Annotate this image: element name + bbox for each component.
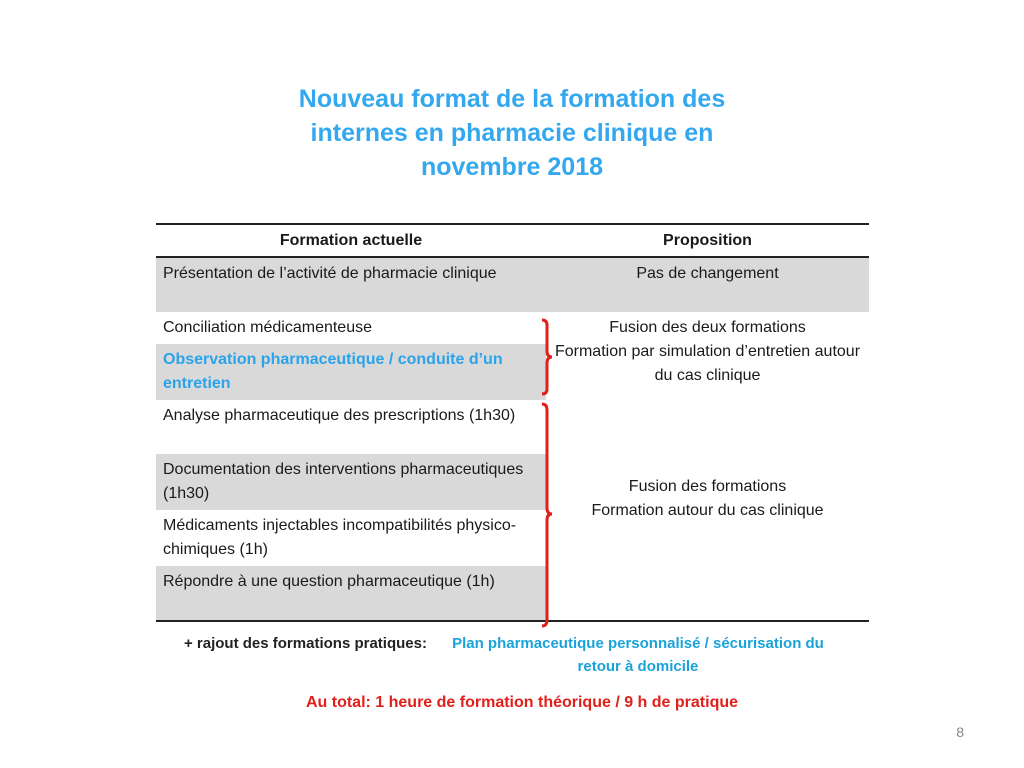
bracket-icon (539, 402, 559, 630)
table-body (156, 312, 869, 620)
table-header (156, 225, 869, 258)
table-row (156, 454, 546, 510)
note-label: + rajout des formations pratiques: (184, 635, 427, 652)
table-row (156, 312, 546, 344)
header-current-training: Formation actuelle (279, 231, 423, 249)
row-proposal: Pas de changement (636, 265, 779, 282)
table-row (156, 258, 869, 312)
row-current: Médicaments injectables incompatibilités physico-chimiques (1h) (163, 517, 517, 558)
bracket-icon (539, 318, 559, 398)
row-current: Présentation de l’activité de pharmacie clinique (163, 265, 497, 282)
row-current: Répondre à une question pharmaceutique (1h) (163, 573, 495, 590)
proposal-line: Fusion des deux formations (609, 319, 806, 336)
comparison-table (156, 223, 869, 622)
page-number: 8 (956, 724, 964, 740)
proposal-group-1 (546, 316, 869, 388)
row-current: Documentation des interventions pharmaceutiques (1h30) (163, 461, 524, 502)
header-proposal: Proposition (663, 231, 752, 249)
table-row (156, 400, 546, 454)
total-summary: Au total: 1 heure de formation théorique / 9 h de pratique (305, 694, 739, 711)
row-current: Analyse pharmaceutique des prescriptions (1h30) (163, 407, 516, 424)
table-row (156, 566, 546, 620)
proposal-line: Formation autour du cas clinique (591, 502, 824, 519)
practical-training-note (160, 632, 880, 678)
table-row (156, 344, 546, 400)
note-value: Plan pharmaceutique personnalisé / sécurisation du retour à domicile (452, 635, 824, 675)
slide-title: Nouveau format de la formation des internes en pharmacie clinique en novembre 2018 (298, 85, 726, 181)
row-current: Conciliation médicamenteuse (163, 319, 372, 336)
row-current-highlight: Observation pharmaceutique / conduite d’un entretien (163, 351, 503, 392)
proposal-group-2 (546, 475, 869, 523)
proposal-line: Formation par simulation d’entretien autour du cas clinique (554, 343, 861, 384)
proposal-line: Fusion des formations (628, 478, 787, 495)
table-row (156, 510, 546, 566)
